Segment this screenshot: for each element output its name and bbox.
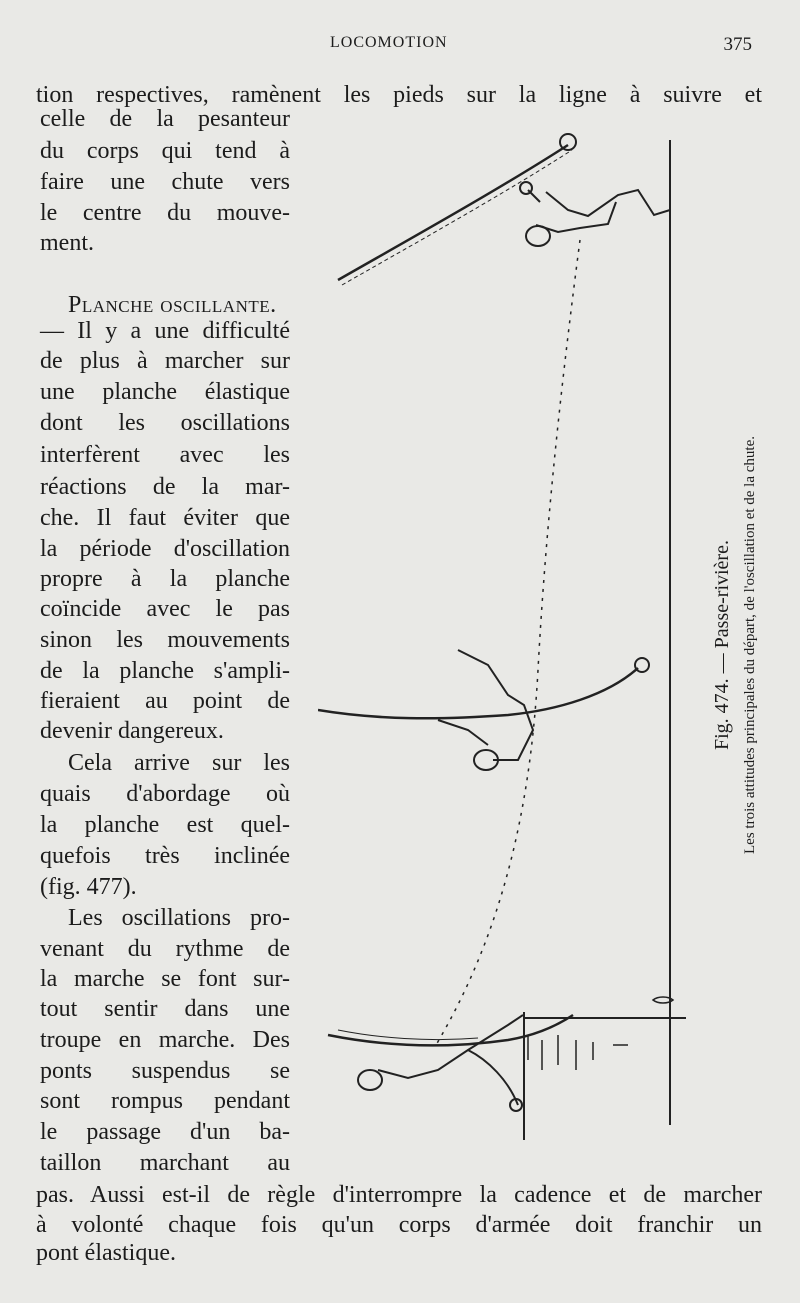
section-heading: Planche oscillante. (68, 292, 277, 318)
passe-riviere-illustration (318, 120, 718, 1150)
text-line: devenir dangereux. (40, 718, 224, 744)
text-line: fieraient au point de (40, 688, 290, 714)
text-line: quefois très inclinée (40, 843, 290, 869)
text-line: la marche se font sur- (40, 966, 290, 992)
text-line: faire une chute vers (40, 169, 290, 195)
text-line: le centre du mouve- (40, 200, 290, 226)
text-line: tout sentir dans une (40, 996, 290, 1022)
figure-caption (705, 360, 765, 930)
text-line: la période d'oscillation (40, 536, 290, 562)
text-line: une planche élastique (40, 379, 290, 405)
rope-upper (338, 145, 568, 280)
text-line: à volonté chaque fois qu'un corps d'armée doit franchir un (36, 1212, 762, 1238)
text-line: tion respectives, ramènent les pieds sur la ligne à suivre et (36, 82, 762, 108)
trajectory-dotted (436, 240, 580, 1045)
text-line: — Il y a une difficulté (40, 318, 290, 344)
text-line: Les oscillations pro- (68, 905, 290, 931)
text-line: ment. (40, 230, 94, 256)
text-line: taillon marchant au (40, 1150, 290, 1176)
rope-middle (318, 668, 638, 718)
text-line: dont les oscillations (40, 410, 290, 436)
figure-lower (378, 1015, 523, 1078)
text-line: ponts suspendus se (40, 1058, 290, 1084)
text-line: venant du rythme de (40, 936, 290, 962)
text-line: Cela arrive sur les (68, 750, 290, 776)
text-line: réactions de la mar- (40, 474, 290, 500)
running-head (0, 34, 800, 58)
text-line: de la planche s'ampli- (40, 658, 290, 684)
text-line: (fig. 477). (40, 874, 137, 900)
figure-middle (458, 650, 533, 760)
text-line: troupe en marche. Des (40, 1027, 290, 1053)
rope-lower (328, 1015, 573, 1045)
running-title: LOCOMOTION (330, 34, 448, 51)
caption-title: Fig. 474. — Passe-rivière. (711, 540, 733, 750)
text-line: la planche est quel- (40, 812, 290, 838)
text-line: celle de la pesanteur (40, 106, 290, 132)
text-line: pas. Aussi est-il de règle d'interrompre la cadence et de marcher (36, 1182, 762, 1208)
text-line: pont élastique. (36, 1240, 176, 1266)
text-line: sinon les mouvements (40, 627, 290, 653)
figure-top (546, 190, 670, 216)
text-line: sont rompus pendant (40, 1088, 290, 1114)
page-number: 375 (723, 34, 752, 55)
text-line: le passage d'un ba- (40, 1119, 290, 1145)
text-line: propre à la planche (40, 566, 290, 592)
text-line: du corps qui tend à (40, 138, 290, 164)
text-line: quais d'abordage où (40, 781, 290, 807)
text-line: de plus à marcher sur (40, 348, 290, 374)
text-line: coïncide avec le pas (40, 596, 290, 622)
caption-subtitle: Les trois attitudes principales du départ, de l'oscillation et de la chute. (742, 436, 758, 854)
text-line: interfèrent avec les (40, 442, 290, 468)
text-line: che. Il faut éviter que (40, 505, 290, 531)
